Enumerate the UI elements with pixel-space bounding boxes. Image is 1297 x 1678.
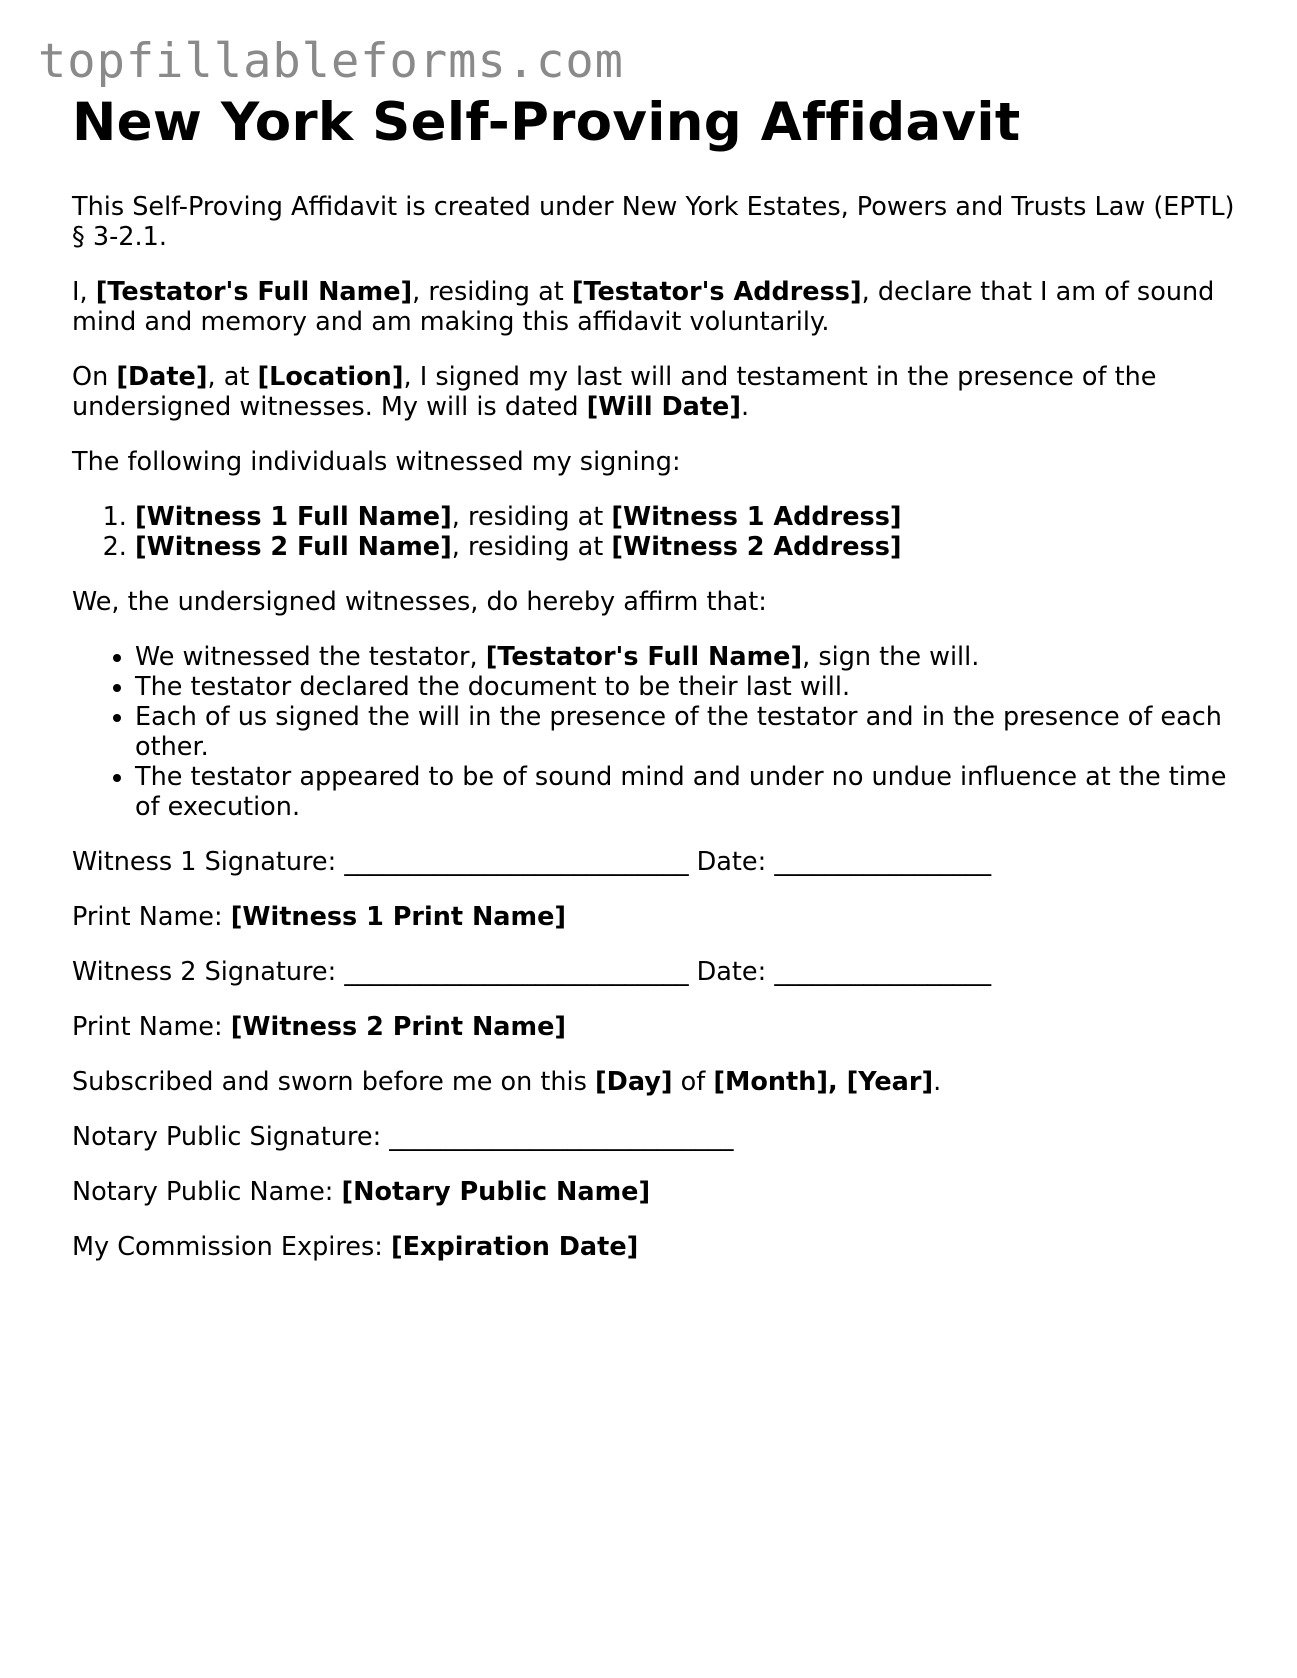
witness-1-name-field: [Witness 1 Full Name]: [135, 502, 452, 532]
sworn-mid: of: [672, 1067, 714, 1097]
declaration-mid: , residing at: [412, 277, 572, 307]
witness-1-print-label: Print Name:: [72, 902, 231, 932]
declaration-paragraph: [72, 277, 1242, 337]
commission-row: [72, 1232, 1242, 1262]
notary-name-row: [72, 1177, 1242, 1207]
affirmation-1-prefix: We witnessed the testator,: [135, 642, 486, 672]
affirm-intro: We, the undersigned witnesses, do hereby affirm that:: [72, 587, 767, 617]
intro-paragraph: This Self-Proving Affidavit is created under New York Estates, Powers and Trusts Law (EPTL) § 3-2.1.: [72, 192, 1235, 252]
sworn-statement: [72, 1067, 1242, 1097]
signing-prefix: On: [72, 362, 117, 392]
expiration-date-field: [Expiration Date]: [390, 1232, 639, 1262]
witness-1-print-row: [72, 902, 1242, 932]
document-body: [72, 88, 1242, 1287]
affirmation-testator-name-field: [Testator's Full Name]: [485, 642, 803, 672]
witness-2-print-row: [72, 1012, 1242, 1042]
witness-list-item: [135, 532, 1242, 562]
witness-2-name-field: [Witness 2 Full Name]: [135, 532, 452, 562]
notary-signature-row: [72, 1122, 1242, 1152]
signing-paragraph: [72, 362, 1242, 422]
witness-1-date-label: Date:: [688, 847, 775, 877]
witness-2-signature-label: Witness 2 Signature:: [72, 957, 345, 987]
witness-list-item: [135, 502, 1242, 532]
witness-2-address-field: [Witness 2 Address]: [611, 532, 902, 562]
witness-1-print-name-field: [Witness 1 Print Name]: [230, 902, 567, 932]
notary-signature-label: Notary Public Signature:: [72, 1122, 390, 1152]
will-date-field: [Will Date]: [586, 392, 742, 422]
notary-name-label: Notary Public Name:: [72, 1177, 342, 1207]
date-field: [Date]: [116, 362, 208, 392]
witness-1-address-field: [Witness 1 Address]: [611, 502, 902, 532]
declaration-suffix: , declare that I am of sound mind and memory and am making this affidavit voluntarily.: [72, 277, 1215, 337]
affirmation-1-suffix: , sign the will.: [802, 642, 980, 672]
affirmation-item: • Each of us signed the will in the presence of the testator and in the presence of each other.: [135, 702, 1242, 762]
document-title: New York Self-Proving Affidavit: [72, 92, 1021, 153]
witness-1-date-line[interactable]: _________________: [774, 847, 992, 877]
testator-address-field: [Testator's Address]: [571, 277, 862, 307]
witness-2-signature-line[interactable]: ___________________________: [344, 957, 689, 987]
notary-name-field: [Notary Public Name]: [341, 1177, 651, 1207]
notary-signature-line[interactable]: ___________________________: [389, 1122, 734, 1152]
day-field: [Day]: [595, 1067, 673, 1097]
sworn-prefix: Subscribed and sworn before me on this: [72, 1067, 596, 1097]
witness-2-print-name-field: [Witness 2 Print Name]: [230, 1012, 567, 1042]
watermark: topfillableforms.com: [38, 34, 624, 89]
commission-label: My Commission Expires:: [72, 1232, 391, 1262]
witness-intro: The following individuals witnessed my signing:: [72, 447, 681, 477]
month-year-field: [Month], [Year]: [713, 1067, 934, 1097]
affirmation-list: [72, 642, 1242, 822]
witness-2-print-label: Print Name:: [72, 1012, 231, 1042]
declaration-prefix: I,: [72, 277, 96, 307]
witness-2-date-label: Date:: [688, 957, 775, 987]
affirmation-item: • The testator declared the document to be their last will.: [135, 672, 1242, 702]
testator-name-field: [Testator's Full Name]: [95, 277, 413, 307]
affirmation-item: • The testator appeared to be of sound mind and under no undue influence at the time of execution.: [135, 762, 1242, 822]
affirmation-item: [135, 642, 1242, 672]
witness-2-mid: , residing at: [451, 532, 612, 562]
location-field: [Location]: [257, 362, 404, 392]
witness-1-signature-line[interactable]: ___________________________: [344, 847, 689, 877]
sworn-suffix: .: [933, 1067, 942, 1097]
signing-suffix: .: [741, 392, 750, 422]
witness-1-mid: , residing at: [451, 502, 612, 532]
witness-list: [72, 502, 1242, 562]
signing-mid2: , I signed my last will and testament in the presence of the undersigned witnesses. My will is dated: [72, 362, 1157, 422]
witness-1-signature-row: [72, 847, 1242, 877]
witness-1-signature-label: Witness 1 Signature:: [72, 847, 345, 877]
witness-2-date-line[interactable]: _________________: [774, 957, 992, 987]
signing-mid1: , at: [207, 362, 258, 392]
witness-2-signature-row: [72, 957, 1242, 987]
